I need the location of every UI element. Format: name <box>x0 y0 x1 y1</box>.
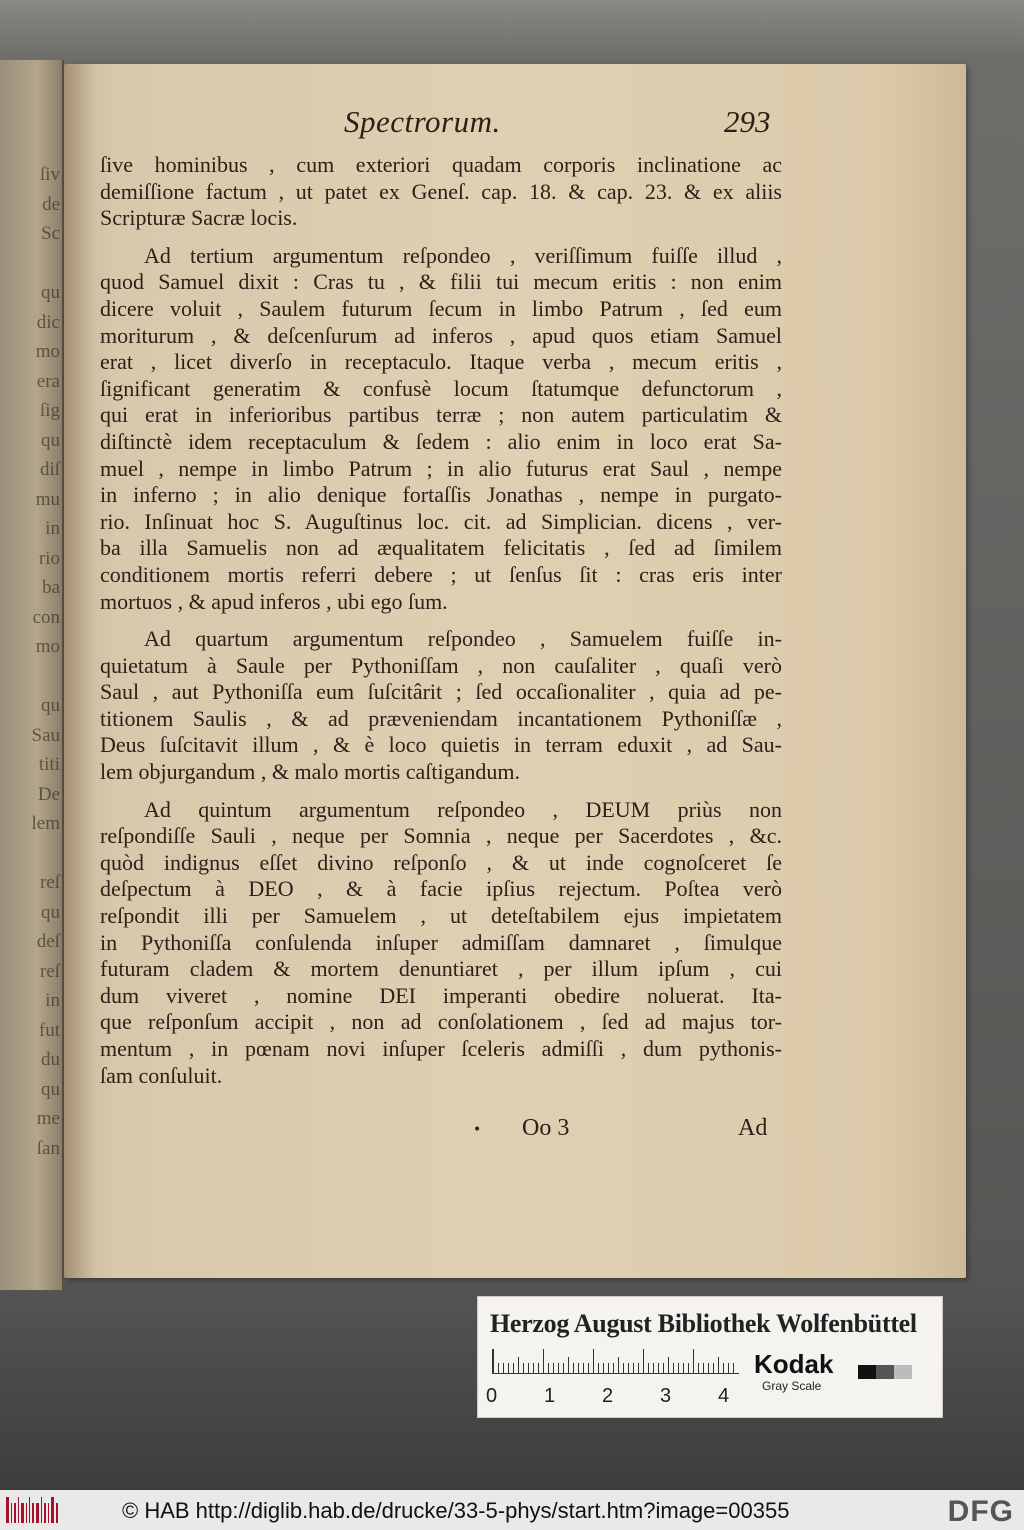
ruler-tick <box>538 1363 539 1373</box>
ruler-tick <box>678 1363 679 1373</box>
ruler-number: 1 <box>544 1385 556 1407</box>
barcode-bar <box>44 1503 46 1523</box>
left-page-fragment: mu <box>35 488 60 510</box>
ruler-tick <box>618 1357 619 1373</box>
ruler-tick <box>673 1363 674 1373</box>
text-line: in Pythoniſſa conſulenda inſuper admiſſam damnaret , ſimulque <box>100 929 782 955</box>
text-line: Ad tertium argumentum reſpondeo , veriſſimum fuiſſe illud , <box>144 242 782 268</box>
ruler-tick <box>708 1363 709 1373</box>
footer-bar <box>0 1490 1024 1530</box>
ruler-tick <box>558 1363 559 1373</box>
ruler-tick <box>513 1363 514 1373</box>
ruler-number: 2 <box>602 1385 614 1407</box>
ruler-tick <box>658 1363 659 1373</box>
text-line: mentum , in pœnam novi inſuper ſceleris admiſſi , dum pythonis- <box>100 1036 782 1061</box>
text-line: Scripturæ Sacræ locis. <box>100 205 298 231</box>
text-line: Ad quintum argumentum reſpondeo , DEUM priùs non <box>144 796 782 822</box>
ruler-tick <box>638 1363 639 1373</box>
ruler-tick <box>583 1363 584 1373</box>
left-page-fragment: fut <box>38 1019 60 1041</box>
text-line: muel , nempe in limbo Patrum ; in alio futurus erat Saul , nempe <box>100 455 782 481</box>
text-line: moriturum , & deſcenſurum ad inferos , apud quos etiam Samuel <box>100 322 782 348</box>
ruler-tick <box>663 1363 664 1373</box>
text-line: dum viveret , nomine DEI imperanti obedire noluerat. Ita- <box>100 982 782 1008</box>
left-page-fragment: titi <box>38 754 60 775</box>
barcode-bar <box>14 1503 16 1523</box>
ruler-tick <box>528 1363 529 1373</box>
text-line: ſive hominibus , cum exteriori quadam corporis inclinatione ac <box>100 152 782 177</box>
left-page-fragment: mo <box>35 341 60 362</box>
left-page-fragment: era <box>36 370 60 392</box>
page-number: 293 <box>724 104 771 139</box>
left-page-fragment: ba <box>42 577 60 598</box>
text-line: deſpectum à DEO , & à facie ipſius rejectum. Poſtea verò <box>100 876 782 902</box>
left-page-fragment: con <box>32 606 60 628</box>
left-page-fragment: deſ <box>36 931 60 952</box>
ruler-tick <box>698 1363 699 1373</box>
text-line: ba illa Samuelis non ad æqualitatem felicitatis , ſed ad ſimilem <box>100 535 782 561</box>
hab-barcode-icon <box>6 1497 58 1523</box>
ruler-number: 4 <box>718 1385 730 1407</box>
barcode-bar <box>32 1503 34 1523</box>
ruler-tick <box>733 1363 734 1373</box>
left-page-fragment: diſ <box>39 459 60 480</box>
ruler-tick <box>688 1363 689 1373</box>
signature-mark: Oo 3 <box>522 1115 570 1141</box>
ruler-tick <box>643 1349 644 1373</box>
left-page-fragment: Sc <box>41 223 60 244</box>
text-line: Ad quartum argumentum reſpondeo , Samuelem fuiſſe in- <box>144 626 782 652</box>
ruler-tick <box>603 1363 604 1373</box>
ruler-tick <box>683 1363 684 1373</box>
left-page-fragment: mo <box>35 636 60 657</box>
left-page-fragment: qu <box>41 282 60 303</box>
left-page-fragment: Sau <box>31 724 60 746</box>
left-page-edge <box>0 60 64 1290</box>
ruler-tick <box>633 1363 634 1373</box>
left-page-fragment: qu <box>41 1078 60 1100</box>
text-line: titionem Saulis , & ad præveniendam incantationem Pythoniſſæ , <box>100 705 782 731</box>
ruler-tick <box>613 1363 614 1373</box>
barcode-bar <box>51 1497 54 1523</box>
left-page-fragment: me <box>36 1108 60 1129</box>
ruler-tick <box>533 1363 534 1373</box>
ruler-tick <box>668 1357 669 1373</box>
ruler-tick <box>568 1357 569 1373</box>
text-line: diſtinctè idem receptaculum & ſedem : alio enim in loco erat Sa- <box>100 428 782 454</box>
gray-scale-label: Gray Scale <box>762 1379 822 1393</box>
paragraph-gap <box>100 232 782 243</box>
paragraph-gap <box>100 615 782 626</box>
left-page-fragment: in <box>45 518 60 539</box>
ruler-tick <box>578 1363 579 1373</box>
left-page-fragment: ſig <box>39 400 60 421</box>
left-page-fragment: qu <box>41 695 60 716</box>
footer-url[interactable]: © HAB http://diglib.hab.de/drucke/33-5-phys/start.htm?image=00355 <box>122 1498 790 1523</box>
ruler-tick <box>503 1363 504 1373</box>
ruler-tick <box>573 1363 574 1373</box>
ruler-tick <box>713 1363 714 1373</box>
text-line: lem objurgandum , & malo mortis caſtigandum. <box>100 759 520 785</box>
ruler-number: 0 <box>486 1385 498 1407</box>
dfg-logo: DFG <box>947 1495 1014 1528</box>
scale-ruler <box>492 1349 739 1374</box>
barcode-bar <box>21 1503 24 1523</box>
ruler-tick <box>508 1363 509 1373</box>
text-line: que reſponſum accipit , non ad conſolationem , ſed ad majus tor- <box>100 1009 782 1035</box>
ruler-tick <box>588 1363 589 1373</box>
text-line: futuram cladem & mortem denuntiaret , per illum ipſum , cui <box>100 956 782 982</box>
ruler-tick <box>648 1363 649 1373</box>
ruler-tick <box>703 1363 704 1373</box>
text-line: mortuos , & apud inferos , ubi ego ſum. <box>100 588 448 614</box>
barcode-bar <box>56 1503 58 1523</box>
ruler-tick <box>493 1349 494 1373</box>
text-line: erat , licet diverſo in receptaculo. Itaque verba , mecum eritis , <box>100 349 782 375</box>
ruler-tick <box>553 1363 554 1373</box>
left-page-fragment: ſan <box>36 1137 60 1159</box>
left-page-fragment: rio <box>38 547 60 569</box>
ruler-tick <box>653 1363 654 1373</box>
text-line: reſpondit illi per Samuelem , ut deteſtabilem ejus impietatem <box>100 903 782 929</box>
ruler-tick <box>718 1357 719 1373</box>
paragraph-gap <box>100 786 782 797</box>
left-page-fragment: De <box>37 783 60 805</box>
text-line: demiſſione factum , ut patet ex Geneſ. cap. 18. & cap. 23. & ex aliis <box>100 178 782 204</box>
ruler-tick <box>543 1349 544 1373</box>
ruler-tick <box>693 1349 694 1373</box>
text-line: rio. Inſinuat hoc S. Auguſtinus loc. cit. ad Simplician. dicens , ver- <box>100 508 782 534</box>
left-page-fragment: reſ <box>39 872 60 893</box>
body-text <box>100 152 782 1089</box>
text-line: qui erat in inferioribus partibus terræ ; non autem particulatim & <box>100 402 782 428</box>
signature-mark-dot: • <box>473 1122 482 1138</box>
ruler-tick <box>498 1363 499 1373</box>
gray-swatches <box>858 1365 912 1379</box>
ruler-tick <box>563 1363 564 1373</box>
library-name: Herzog August Bibliothek Wolfenbüttel <box>490 1309 917 1338</box>
gray-swatch <box>858 1365 876 1379</box>
ruler-tick <box>598 1363 599 1373</box>
left-page-fragment: de <box>42 193 60 215</box>
text-line: ſam conſuluit. <box>100 1062 223 1088</box>
running-title: Spectrorum. <box>344 104 501 139</box>
text-line: quod Samuel dixit : Cras tu , & filii tui mecum eritis : non enim <box>100 269 782 295</box>
gray-swatch <box>894 1365 912 1379</box>
ruler-tick <box>608 1363 609 1373</box>
barcode-bar <box>48 1503 49 1523</box>
text-line: ſignificant generatim & confusè locum ſtatumque defunctorum , <box>100 375 782 401</box>
catchword: Ad <box>738 1115 768 1141</box>
ruler-tick <box>548 1363 549 1373</box>
left-page-fragment: du <box>41 1049 60 1070</box>
left-page-fragment: reſ <box>39 960 60 982</box>
left-page-fragment: in <box>45 990 60 1011</box>
text-line: dicere voluit , Saulem futurum ſecum in limbo Patrum , ſed eum <box>100 295 782 321</box>
left-page-fragment: qu <box>41 429 60 451</box>
barcode-bar <box>29 1497 30 1523</box>
gray-swatch <box>876 1365 894 1379</box>
barcode-bar <box>36 1503 39 1523</box>
barcode-bar <box>11 1503 12 1523</box>
ruler-tick <box>728 1363 729 1373</box>
kodak-logo: Kodak <box>754 1349 834 1379</box>
text-line: Deus ſuſcitavit illum , & è loco quietis in terram eduxit , ad Sau- <box>100 732 782 758</box>
barcode-bar <box>26 1503 27 1523</box>
barcode-bar <box>18 1497 19 1523</box>
left-page-fragment: ſiv <box>39 164 60 185</box>
text-line: quietatum à Saule per Pythoniſſam , non cauſaliter , quaſi verò <box>100 652 782 678</box>
ruler-tick <box>628 1363 629 1373</box>
text-line: in inferno ; in alio denique fortaſſis Jonathas , nempe in purgato- <box>100 482 782 508</box>
barcode-bar <box>6 1497 9 1523</box>
left-page-fragment: dic <box>36 311 60 333</box>
text-line: Saul , aut Pythoniſſa eum ſuſcitârit ; ſed occaſionaliter , quia ad pe- <box>100 679 782 705</box>
left-page-fragment: qu <box>41 901 60 923</box>
ruler-tick <box>518 1357 519 1373</box>
barcode-bar <box>41 1497 42 1523</box>
text-line: quòd indignus eſſet divino reſponſo , & ut inde cognoſceret ſe <box>100 849 782 875</box>
text-line: reſpondiſſe Sauli , neque per Somnia , neque per Sacerdotes , &c. <box>100 823 782 849</box>
ruler-tick <box>523 1363 524 1373</box>
ruler-number: 3 <box>660 1385 672 1407</box>
ruler-tick <box>593 1349 594 1373</box>
library-label <box>477 1296 943 1418</box>
ruler-tick <box>723 1363 724 1373</box>
left-page-fragment: lem <box>31 813 60 834</box>
text-line: conditionem mortis referri debere ; ut ſenſus ſit : cras eris inter <box>100 561 782 587</box>
ruler-tick <box>623 1363 624 1373</box>
